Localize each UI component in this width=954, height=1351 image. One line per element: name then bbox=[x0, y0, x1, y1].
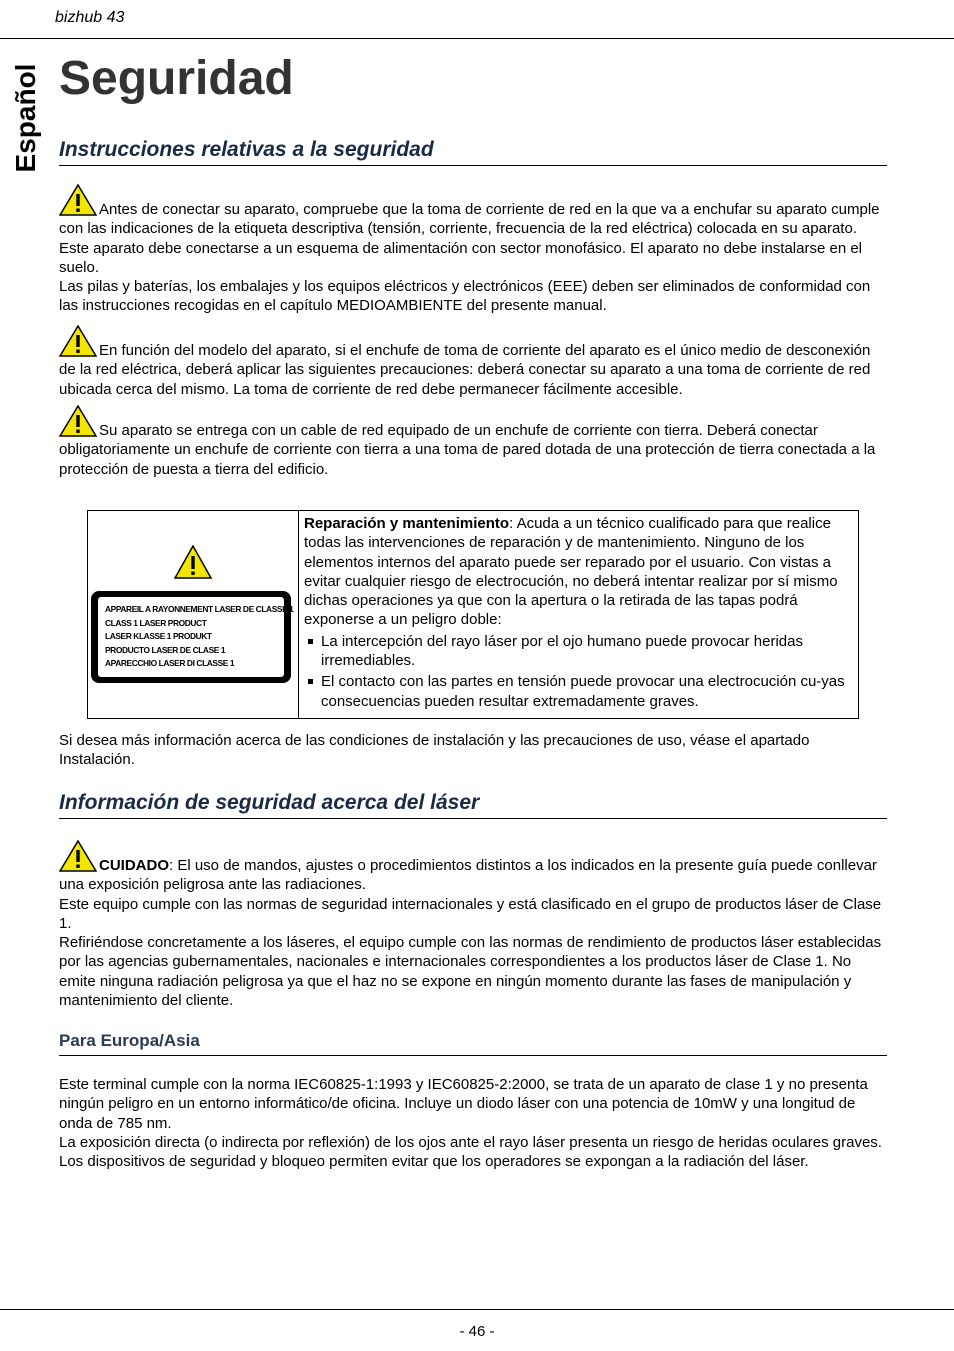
europe-asia-paragraph-2: La exposición directa (o indirecta por reflexión) de los ojos ante el rayo láser presenta un riesgo de heridas oculares graves. Los dispositivos de seguridad y bloqueo permiten evitar que los operadores se expongan a la radiación del láser. bbox=[59, 1133, 882, 1171]
repair-title: Reparación y mantenimiento bbox=[304, 515, 510, 532]
laser-label-line: CLASS 1 LASER PRODUCT bbox=[105, 617, 207, 628]
warning-triangle-icon bbox=[59, 405, 97, 437]
europe-asia-paragraph bbox=[59, 1075, 889, 1171]
side-language-label: Español bbox=[10, 63, 41, 173]
footer-rule bbox=[0, 1309, 954, 1310]
installation-reference-paragraph: Si desea más información acerca de las condiciones de instalación y las precauciones de uso, véase el apartado Instalación. bbox=[59, 732, 810, 769]
safety-paragraph-2: En función del modelo del aparato, si el enchufe de toma de corriente del aparato es el único medio de desconexión de la red eléctrica, deberá aplicar las siguientes precauciones: deberá conectar su aparato a una toma de corriente de red ubicada cerca del mismo. La toma de corriente de red debe permanecer fácilmente accesible. bbox=[59, 325, 889, 399]
page-number: - 46 - bbox=[459, 1323, 495, 1340]
laser-caution-paragraph: CUIDADO: El uso de mandos, ajustes o procedimientos distintos a los indicados en la presente guía puede conllevar una exposición peligrosa ante las radiaciones. Este equipo cumple con las normas de seguridad internacionales y está clasificado en el grupo de productos láser de Clase 1. Refiriéndose concretamente a los láseres, el equipo cumple con las normas de rendimiento de productos láser establecidas por las agencias gubernamentales, nacionales e internacionales correspondientes a los productos láser de Clase 1. No emite ninguna radiación peligrosa ya que el haz no se expone en ningún momento durante las fases de manipulación y mantenimiento del cliente. bbox=[59, 840, 889, 1010]
laser-paragraph-2: Este equipo cumple con las normas de seguridad internacionales y está clasificado en el grupo de productos láser de Clase 1. bbox=[59, 895, 882, 932]
list-item: El contacto con las partes en tensión puede provocar una electrocución cu-yas consecuencias pueden resultar extremadamente graves. bbox=[304, 672, 854, 711]
warning-triangle-icon bbox=[59, 325, 97, 357]
section-heading-safety-instructions: Instrucciones relativas a la seguridad bbox=[59, 137, 887, 166]
repair-paragraph: Reparación y mantenimiento: Acuda a un técnico cualificado para que realice todas las intervenciones de reparación y de mantenimiento. Ninguno de los elementos internos del aparato puede ser reparado por el usuario. Con vistas a evitar cualquier riesgo de electrocución, no deberá intentar realizar por sí mismo dichas operaciones ya que con la apertura o la retirada de las tapas podrá exponerse a un peligro doble: bbox=[304, 515, 838, 629]
laser-label-line: APPAREIL A RAYONNEMENT LASER DE CLASSE 1 bbox=[105, 604, 294, 614]
laser-warning-icon bbox=[174, 545, 212, 584]
repair-text-cell bbox=[304, 514, 854, 711]
safety-paragraph-3: Su aparato se entrega con un cable de red equipado de un enchufe de corriente con tierra. Deberá conectar obligatoriamente un enchufe de corriente con tierra a una toma de pared dotada de una protección de tierra conectada a la protección de puesta a tierra del edificio. bbox=[59, 405, 889, 479]
page-header-product: bizhub 43 bbox=[55, 9, 125, 26]
caution-label: CUIDADO bbox=[99, 857, 169, 874]
section-heading-laser-safety: Información de seguridad acerca del láser bbox=[59, 790, 887, 819]
warning-triangle-icon bbox=[59, 184, 97, 216]
safety-paragraph-1b: Las pilas y baterías, los embalajes y los equipos eléctricos y electrónicos (EEE) deben ser eliminados de conformidad con las instrucciones recogidas en el capítulo MEDIOAMBIENTE del presente manual. bbox=[59, 278, 871, 315]
laser-label-cell bbox=[88, 511, 298, 718]
safety-paragraph-1: Antes de conectar su aparato, compruebe que la toma de corriente de red en la que va a enchufar su aparato cumple con las indicaciones de la etiqueta descriptiva (tensión, corriente, frecuencia de la red eléctrica) colocada en su aparato. Este aparato debe conectarse a un esquema de alimentación con sector monofásico. El aparato no debe instalarse en el suelo. Las pilas y baterías, los embalajes y los equipos eléctricos y electrónicos (EEE) deben ser eliminados de conformidad con las instrucciones recogidas en el capítulo MEDIOAMBIENTE del presente manual. bbox=[59, 184, 889, 316]
laser-paragraph-3: Refiriéndose concretamente a los láseres, el equipo cumple con las normas de rendimiento de productos láser establecidas por las agencias gubernamentales, nacionales e internacionales correspondientes a los productos láser de Clase 1. No emite ninguna radiación peligrosa ya que el haz no se expone en ningún momento durante las fases de manipulación y mantenimiento del cliente. bbox=[59, 934, 882, 1010]
europe-asia-paragraph-1: Este terminal cumple con la norma IEC60825-1:1993 y IEC60825-2:2000, se trata de un aparato de clase 1 y no presenta ningún peligro en un entorno informático/de oficina. Incluye un diodo láser con una potencia de 10mW y una longitud de onda de 785 nm. bbox=[59, 1076, 868, 1132]
laser-class-label bbox=[91, 591, 294, 683]
list-item: La intercepción del rayo láser por el ojo humano puede provocar heridas irremediables. bbox=[304, 632, 854, 671]
subsection-heading-europe-asia: Para Europa/Asia bbox=[59, 1030, 887, 1056]
laser-label-line: PRODUCTO LASER DE CLASE 1 bbox=[105, 644, 226, 655]
hazard-list bbox=[304, 632, 854, 711]
repair-maintenance-table bbox=[87, 510, 859, 719]
laser-label-line: APARECCHIO LASER DI CLASSE 1 bbox=[105, 658, 235, 669]
laser-label-line: LASER KLASSE 1 PRODUKT bbox=[105, 631, 212, 642]
header-rule bbox=[0, 38, 954, 39]
table-divider bbox=[298, 511, 299, 718]
side-language-tab bbox=[4, 58, 48, 178]
page-title: Seguridad bbox=[59, 52, 294, 105]
warning-triangle-icon bbox=[59, 840, 97, 872]
